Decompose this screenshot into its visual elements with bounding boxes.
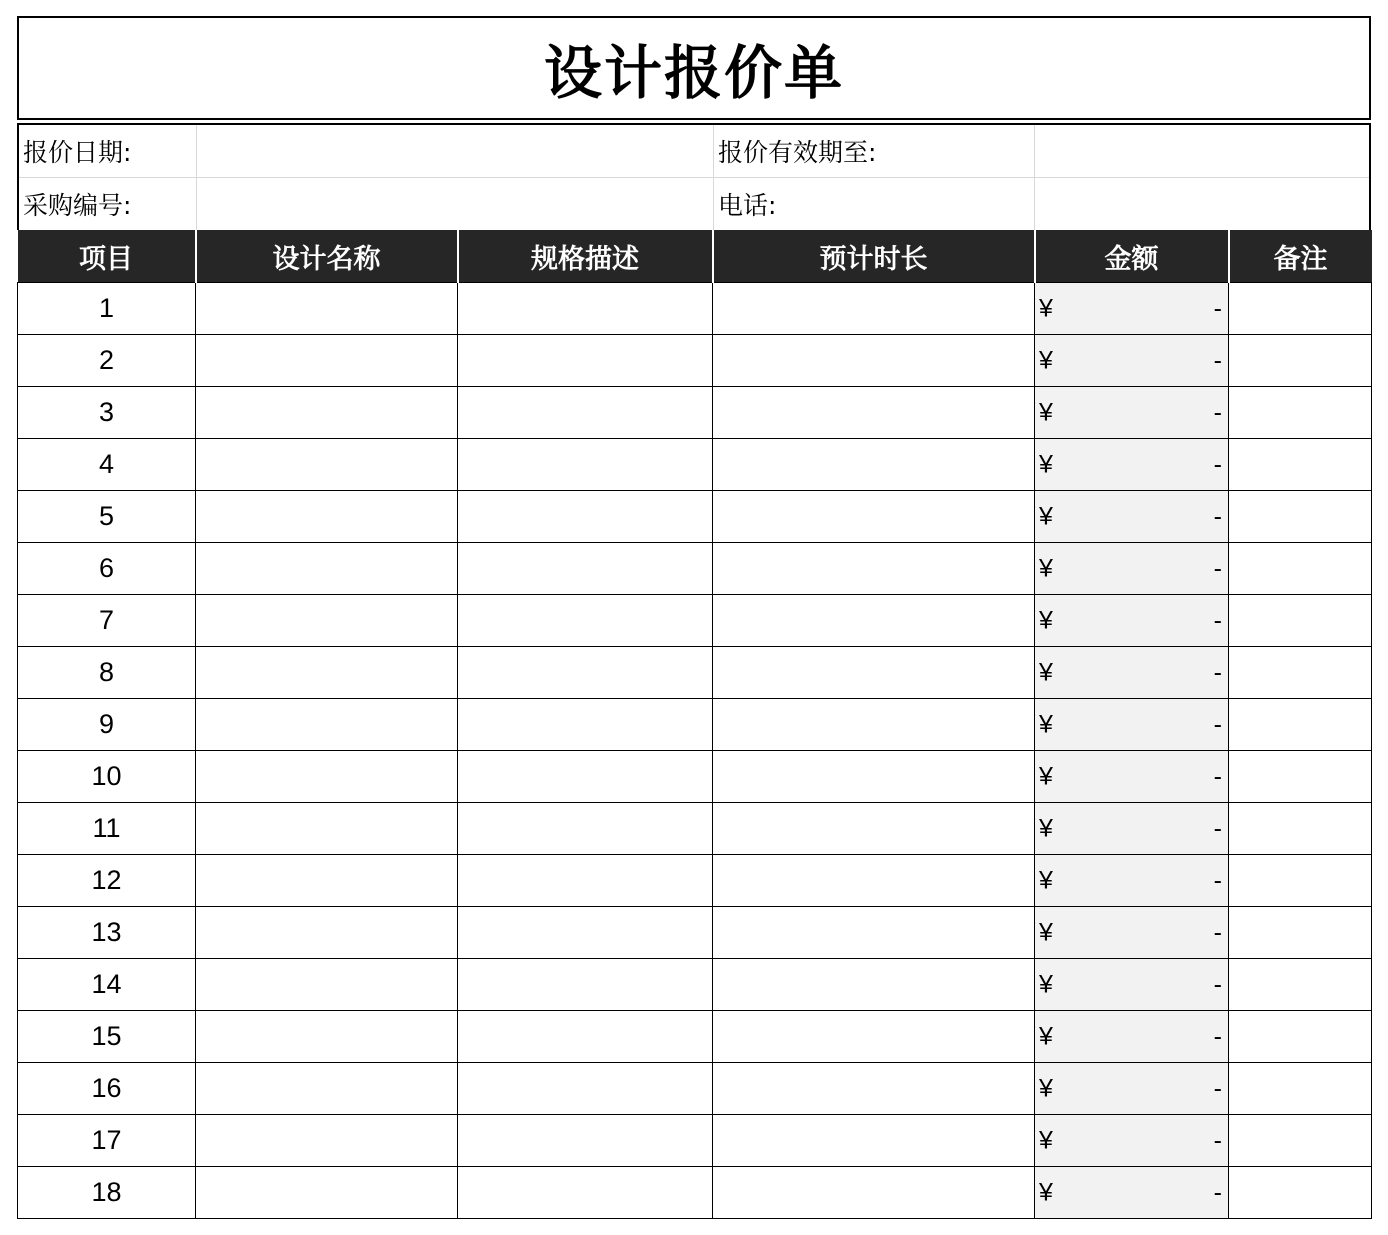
phone-label: 电话: — [714, 178, 1035, 230]
currency-symbol: ¥ — [1039, 1074, 1053, 1102]
item-number-cell: 3 — [18, 387, 196, 439]
item-number-cell: 4 — [18, 439, 196, 491]
amount-value: - — [1213, 502, 1222, 530]
valid-until-field[interactable] — [1035, 125, 1369, 177]
amount-cell[interactable] — [1035, 439, 1229, 491]
amount-value: - — [1213, 294, 1222, 322]
item-number-cell: 11 — [18, 803, 196, 855]
currency-symbol: ¥ — [1039, 606, 1053, 634]
spec-cell[interactable] — [458, 1063, 713, 1115]
spec-cell[interactable] — [458, 855, 713, 907]
amount-value: - — [1213, 658, 1222, 686]
currency-symbol: ¥ — [1039, 710, 1053, 738]
design-name-cell[interactable] — [196, 491, 458, 543]
table-row — [18, 387, 1372, 439]
table-row — [18, 959, 1372, 1011]
item-number-cell: 7 — [18, 595, 196, 647]
table-row — [18, 1167, 1372, 1219]
amount-value: - — [1213, 606, 1222, 634]
duration-cell[interactable] — [713, 335, 1035, 387]
currency-symbol: ¥ — [1039, 866, 1053, 894]
item-number-cell: 15 — [18, 1011, 196, 1063]
amount-cell[interactable] — [1035, 335, 1229, 387]
duration-cell[interactable] — [713, 751, 1035, 803]
amount-cell[interactable] — [1035, 491, 1229, 543]
spec-cell[interactable] — [458, 491, 713, 543]
table-row — [18, 283, 1372, 335]
amount-value: - — [1213, 762, 1222, 790]
currency-symbol: ¥ — [1039, 918, 1053, 946]
design-name-cell[interactable] — [196, 595, 458, 647]
currency-symbol: ¥ — [1039, 1178, 1053, 1206]
remark-cell[interactable] — [1229, 543, 1372, 595]
remark-cell[interactable] — [1229, 335, 1372, 387]
spec-cell[interactable] — [458, 959, 713, 1011]
design-name-cell[interactable] — [196, 283, 458, 335]
quote-table — [17, 230, 1372, 1219]
amount-cell[interactable] — [1035, 699, 1229, 751]
design-name-cell[interactable] — [196, 1115, 458, 1167]
title-box — [17, 16, 1371, 120]
amount-value: - — [1213, 1178, 1222, 1206]
header-remark: 备注 — [1229, 230, 1372, 283]
spec-cell[interactable] — [458, 907, 713, 959]
remark-cell[interactable] — [1229, 855, 1372, 907]
table-row — [18, 1063, 1372, 1115]
duration-cell[interactable] — [713, 855, 1035, 907]
design-name-cell[interactable] — [196, 439, 458, 491]
amount-cell[interactable] — [1035, 959, 1229, 1011]
remark-cell[interactable] — [1229, 491, 1372, 543]
amount-value: - — [1213, 970, 1222, 998]
remark-cell[interactable] — [1229, 699, 1372, 751]
duration-cell[interactable] — [713, 803, 1035, 855]
amount-value: - — [1213, 918, 1222, 946]
amount-value: - — [1213, 554, 1222, 582]
design-name-cell[interactable] — [196, 335, 458, 387]
spec-cell[interactable] — [458, 335, 713, 387]
header-amount: 金额 — [1035, 230, 1229, 283]
design-name-cell[interactable] — [196, 803, 458, 855]
table-row — [18, 335, 1372, 387]
amount-cell[interactable] — [1035, 387, 1229, 439]
amount-value: - — [1213, 346, 1222, 374]
amount-cell[interactable] — [1035, 751, 1229, 803]
amount-cell[interactable] — [1035, 595, 1229, 647]
header-design-name: 设计名称 — [196, 230, 458, 283]
amount-value: - — [1213, 1022, 1222, 1050]
item-number-cell: 8 — [18, 647, 196, 699]
duration-cell[interactable] — [713, 283, 1035, 335]
table-row — [18, 543, 1372, 595]
currency-symbol: ¥ — [1039, 502, 1053, 530]
currency-symbol: ¥ — [1039, 450, 1053, 478]
remark-cell[interactable] — [1229, 751, 1372, 803]
item-number-cell: 5 — [18, 491, 196, 543]
duration-cell[interactable] — [713, 959, 1035, 1011]
spec-cell[interactable] — [458, 751, 713, 803]
duration-cell[interactable] — [713, 439, 1035, 491]
amount-cell[interactable] — [1035, 1167, 1229, 1219]
table-row — [18, 439, 1372, 491]
phone-field[interactable] — [1035, 178, 1369, 230]
spec-cell[interactable] — [458, 699, 713, 751]
remark-cell[interactable] — [1229, 283, 1372, 335]
amount-value: - — [1213, 398, 1222, 426]
duration-cell[interactable] — [713, 1115, 1035, 1167]
remark-cell[interactable] — [1229, 1167, 1372, 1219]
amount-value: - — [1213, 866, 1222, 894]
remark-cell[interactable] — [1229, 1011, 1372, 1063]
design-name-cell[interactable] — [196, 959, 458, 1011]
amount-value: - — [1213, 450, 1222, 478]
spec-cell[interactable] — [458, 595, 713, 647]
spec-cell[interactable] — [458, 1011, 713, 1063]
amount-cell[interactable] — [1035, 803, 1229, 855]
currency-symbol: ¥ — [1039, 762, 1053, 790]
table-row — [18, 907, 1372, 959]
item-number-cell: 16 — [18, 1063, 196, 1115]
table-row — [18, 751, 1372, 803]
duration-cell[interactable] — [713, 1011, 1035, 1063]
design-name-cell[interactable] — [196, 647, 458, 699]
amount-cell[interactable] — [1035, 907, 1229, 959]
duration-cell[interactable] — [713, 1063, 1035, 1115]
table-row — [18, 647, 1372, 699]
table-header-row — [18, 230, 1372, 283]
amount-cell[interactable] — [1035, 543, 1229, 595]
currency-symbol: ¥ — [1039, 1022, 1053, 1050]
remark-cell[interactable] — [1229, 803, 1372, 855]
table-row — [18, 1011, 1372, 1063]
design-name-cell[interactable] — [196, 855, 458, 907]
quote-date-field[interactable] — [197, 125, 714, 177]
spec-cell[interactable] — [458, 439, 713, 491]
table-row — [18, 699, 1372, 751]
amount-value: - — [1213, 1074, 1222, 1102]
remark-cell[interactable] — [1229, 647, 1372, 699]
remark-cell[interactable] — [1229, 595, 1372, 647]
currency-symbol: ¥ — [1039, 658, 1053, 686]
amount-cell[interactable] — [1035, 855, 1229, 907]
spec-cell[interactable] — [458, 387, 713, 439]
info-row-date — [19, 125, 1369, 178]
design-name-cell[interactable] — [196, 1011, 458, 1063]
table-row — [18, 595, 1372, 647]
table-row — [18, 491, 1372, 543]
spec-cell[interactable] — [458, 1115, 713, 1167]
purchase-no-label: 采购编号: — [19, 178, 197, 230]
header-duration: 预计时长 — [713, 230, 1035, 283]
design-name-cell[interactable] — [196, 751, 458, 803]
amount-value: - — [1213, 1126, 1222, 1154]
item-number-cell: 13 — [18, 907, 196, 959]
currency-symbol: ¥ — [1039, 398, 1053, 426]
quote-sheet — [17, 16, 1371, 1219]
item-number-cell: 6 — [18, 543, 196, 595]
amount-cell[interactable] — [1035, 1063, 1229, 1115]
remark-cell[interactable] — [1229, 387, 1372, 439]
table-row — [18, 1115, 1372, 1167]
remark-cell[interactable] — [1229, 907, 1372, 959]
duration-cell[interactable] — [713, 1167, 1035, 1219]
spec-cell[interactable] — [458, 1167, 713, 1219]
amount-value: - — [1213, 710, 1222, 738]
design-name-cell[interactable] — [196, 1167, 458, 1219]
duration-cell[interactable] — [713, 387, 1035, 439]
table-row — [18, 855, 1372, 907]
item-number-cell: 17 — [18, 1115, 196, 1167]
spec-cell[interactable] — [458, 803, 713, 855]
spec-cell[interactable] — [458, 543, 713, 595]
duration-cell[interactable] — [713, 595, 1035, 647]
design-name-cell[interactable] — [196, 699, 458, 751]
currency-symbol: ¥ — [1039, 294, 1053, 322]
valid-until-label: 报价有效期至: — [714, 125, 1035, 177]
item-number-cell: 18 — [18, 1167, 196, 1219]
amount-value: - — [1213, 814, 1222, 842]
item-number-cell: 9 — [18, 699, 196, 751]
design-name-cell[interactable] — [196, 387, 458, 439]
info-section — [17, 123, 1371, 230]
item-number-cell: 2 — [18, 335, 196, 387]
design-name-cell[interactable] — [196, 907, 458, 959]
design-name-cell[interactable] — [196, 1063, 458, 1115]
remark-cell[interactable] — [1229, 1115, 1372, 1167]
spec-cell[interactable] — [458, 283, 713, 335]
currency-symbol: ¥ — [1039, 1126, 1053, 1154]
duration-cell[interactable] — [713, 491, 1035, 543]
currency-symbol: ¥ — [1039, 970, 1053, 998]
info-row-purchase — [19, 178, 1369, 230]
remark-cell[interactable] — [1229, 439, 1372, 491]
remark-cell[interactable] — [1229, 1063, 1372, 1115]
spec-cell[interactable] — [458, 647, 713, 699]
item-number-cell: 14 — [18, 959, 196, 1011]
design-name-cell[interactable] — [196, 543, 458, 595]
amount-cell[interactable] — [1035, 283, 1229, 335]
page-title: 设计报价单 — [543, 39, 844, 107]
purchase-no-field[interactable] — [197, 178, 714, 230]
currency-symbol: ¥ — [1039, 554, 1053, 582]
amount-cell[interactable] — [1035, 1115, 1229, 1167]
currency-symbol: ¥ — [1039, 814, 1053, 842]
header-spec: 规格描述 — [458, 230, 713, 283]
duration-cell[interactable] — [713, 907, 1035, 959]
table-row — [18, 803, 1372, 855]
duration-cell[interactable] — [713, 699, 1035, 751]
amount-cell[interactable] — [1035, 1011, 1229, 1063]
table-body — [18, 283, 1372, 1219]
item-number-cell: 1 — [18, 283, 196, 335]
amount-cell[interactable] — [1035, 647, 1229, 699]
duration-cell[interactable] — [713, 647, 1035, 699]
quote-date-label: 报价日期: — [19, 125, 197, 177]
header-item: 项目 — [18, 230, 196, 283]
item-number-cell: 10 — [18, 751, 196, 803]
duration-cell[interactable] — [713, 543, 1035, 595]
remark-cell[interactable] — [1229, 959, 1372, 1011]
currency-symbol: ¥ — [1039, 346, 1053, 374]
item-number-cell: 12 — [18, 855, 196, 907]
